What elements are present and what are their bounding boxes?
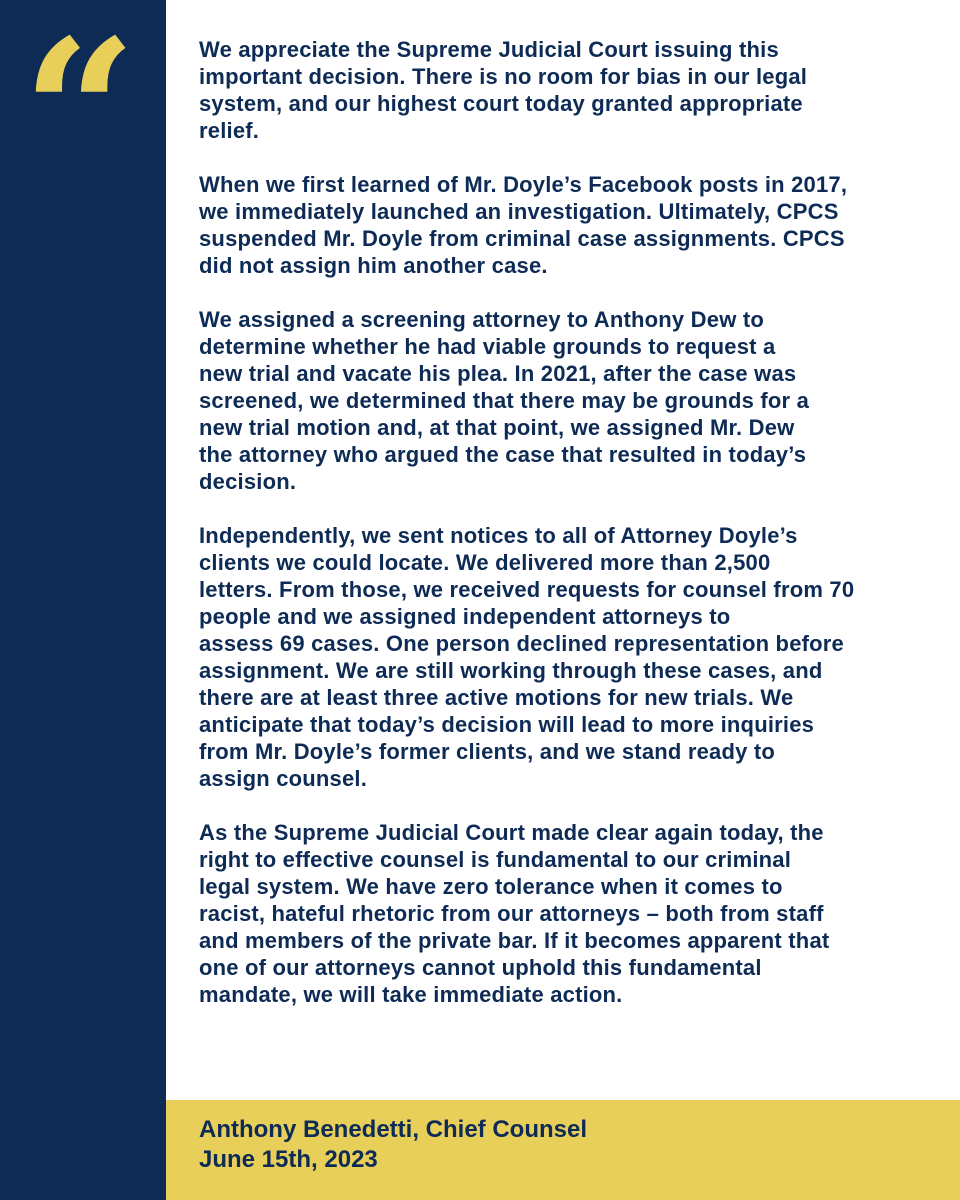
paragraph-3: We assigned a screening attorney to Anthony Dew to determine whether he had viable grounds to request a new trial and vacate his plea. In 2021, after the case was screened, we determined that there may be grounds for a new trial motion and, at that point, we assigned Mr. Dew the attorney who argued the case that resulted in today’s decision. [199,307,810,494]
signature-block [199,1115,587,1175]
paragraph-4: Independently, we sent notices to all of Attorney Doyle’s clients we could locate. We delivered more than 2,500 letters. From those, we received requests for counsel from 70 people and we assigned independent attorneys to assess 69 cases. One person declined representation before assignment. We are still working through these cases, and there are at least three active motions for new trials. We anticipate that today’s decision will lead to more inquiries from Mr. Doyle’s former clients, and we stand ready to assign counsel. [199,523,855,791]
paragraph-2: When we first learned of Mr. Doyle’s Facebook posts in 2017, we immediately launched an investigation. Ultimately, CPCS suspended Mr. Doyle from criminal case assignments. CPCS did not assign him another case. [199,172,848,278]
paragraph-1: We appreciate the Supreme Judicial Court issuing this important decision. There is no room for bias in our legal system, and our highest court today granted appropriate relief. [199,37,808,143]
attribution-name: Anthony Benedetti, Chief Counsel [199,1116,588,1143]
paragraph-5: As the Supreme Judicial Court made clear again today, the right to effective counsel is fundamental to our criminal legal system. We have zero tolerance when it comes to racist, hateful rhetoric from our attorneys – both from staff and members of the private bar. If it becomes apparent that one of our attorneys cannot uphold this fundamental mandate, we will take immediate action. [199,820,830,1007]
attribution-footer [166,1100,960,1200]
left-sidebar-band [0,0,166,1200]
statement-date: June 15th, 2023 [199,1146,378,1173]
quotation-mark-icon: “ [22,0,138,231]
statement-body [199,36,939,1008]
